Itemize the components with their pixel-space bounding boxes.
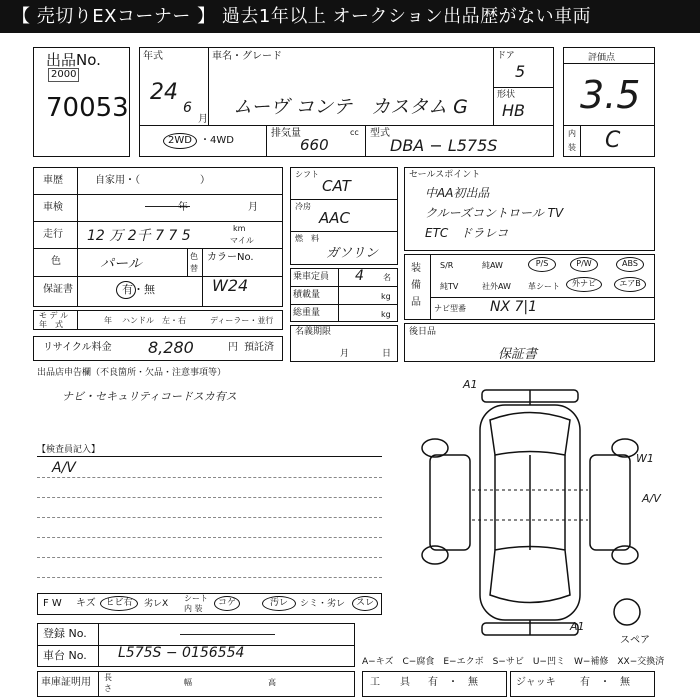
month-unit: 月: [198, 114, 208, 125]
year-label: 年式: [143, 51, 163, 62]
registration-no-label: 登録 No.: [43, 627, 87, 640]
notes-label: 出品店申告欄（不良箇所・欠品・注意事項等）: [37, 368, 227, 378]
equip-power-steering: P/S: [528, 257, 556, 272]
color-code-label: カラーNo.: [207, 252, 254, 263]
dims-width: 幅: [184, 678, 192, 687]
equip-abs: ABS: [616, 257, 644, 272]
model-year-unit: 年: [104, 316, 112, 325]
color-value: パール: [100, 256, 142, 272]
recycle-value: 8,280: [148, 338, 194, 357]
inspection-month: 月: [248, 202, 258, 213]
tools-value: 有 ・ 無: [428, 677, 478, 688]
registration-expiry-label: 名義期限: [295, 327, 332, 337]
recycle-unit: 円: [228, 342, 238, 353]
handle-side: ハンドル 左・右: [122, 316, 186, 325]
displacement-unit: cc: [350, 128, 359, 137]
gross-weight-unit: kg: [381, 310, 391, 319]
lot-year-stamp: 2000: [48, 68, 79, 82]
chassis-value: L575S − 0156554: [118, 645, 245, 661]
color-code-value: W24: [212, 276, 249, 295]
recycle-label: リサイクル料金: [43, 342, 112, 353]
shift-label: シフト: [295, 170, 319, 179]
mileage-label: 走行: [43, 229, 63, 240]
jack-label: ジャッキ: [516, 677, 556, 688]
sales-point-line-2: クルーズコントロール TV: [425, 206, 564, 220]
kizu-item-2: 劣レX: [144, 599, 169, 609]
drive-2wd-circled: 2WD: [163, 133, 197, 149]
kizu-item-1: ヒビ右: [100, 596, 138, 611]
diagram-mark-right-upper: W1: [636, 452, 654, 465]
dims-height: 高: [268, 678, 276, 687]
tools-label: 工 具: [370, 677, 410, 688]
month-value: 6: [183, 100, 192, 116]
mileage-unit-mile: マイル: [230, 236, 254, 245]
load-unit: kg: [381, 292, 391, 301]
aircon-label: 冷房: [295, 202, 311, 211]
doors-label: ドア: [497, 51, 515, 61]
equipment-label-2: 備: [411, 280, 421, 291]
seat-label-1: シート: [184, 594, 208, 603]
equip-power-window: P/W: [570, 257, 598, 272]
inspection-year: 年: [178, 202, 188, 213]
interior-label-1: 内: [568, 129, 576, 138]
accessories-value: 保証書: [498, 347, 538, 362]
year-value: 24: [150, 80, 178, 105]
equip-sunroof: S/R: [440, 261, 454, 270]
history-label: 車歴: [43, 175, 63, 186]
history-value: 自家用・（ ）: [95, 175, 210, 186]
load-label: 積載量: [293, 290, 321, 300]
body-shape-value: HB: [502, 101, 526, 120]
fw-label: F W: [43, 598, 62, 609]
score-value: 3.5: [580, 73, 641, 117]
model-year-label-2: 年 式: [39, 320, 63, 329]
navi-model-value: NX 7|1: [490, 299, 538, 315]
inspection-label: 車検: [43, 202, 63, 213]
sales-point-label: セールスポイント: [409, 170, 481, 180]
chassis-label: 車台 No.: [43, 649, 87, 662]
jack-value: 有 ・ 無: [580, 677, 630, 688]
page-banner: 【 売切りEXコーナー 】 過去1年以上 オークション出品歴がない車両: [0, 0, 700, 33]
seat-label-2: 内 装: [184, 604, 203, 613]
color-sub-1: 色: [190, 252, 198, 261]
notes-value: ナビ・セキュリティコードスカ有ス: [62, 390, 237, 403]
seat-item-5: スレ: [352, 596, 378, 611]
equip-genuine-tv: 純TV: [440, 282, 459, 291]
capacity-value: 4: [355, 268, 364, 284]
seat-item-4: シミ・劣レ: [300, 599, 346, 609]
color-label: 色: [51, 256, 61, 267]
capacity-unit: 名: [383, 273, 391, 282]
spare-label: スペア: [620, 635, 650, 646]
equip-genuine-aw: 純AW: [482, 261, 503, 270]
interior-score: C: [605, 128, 621, 153]
dims-length-1: 長: [104, 673, 112, 682]
sales-point-line-1: 中AA初出品: [425, 186, 490, 200]
lot-label: 出品No.: [46, 51, 101, 69]
warranty-label: 保証書: [43, 284, 73, 295]
dealer-import: ディーラー・並行: [210, 316, 274, 325]
aircon-value: AAC: [319, 209, 350, 227]
inspector-label: 【検査員記入】: [37, 445, 101, 455]
seat-item-3: 汚レ: [262, 596, 296, 611]
body-shape-label: 形状: [497, 90, 516, 100]
equipment-label-1: 装: [411, 263, 421, 274]
model-value: DBA − L575S: [390, 136, 498, 155]
mileage-value: 12 万 2千 7 7 5: [87, 228, 191, 244]
equip-airbag: エアB: [614, 277, 646, 292]
gross-weight-label: 総重量: [293, 308, 321, 318]
mileage-unit-km: km: [233, 224, 246, 233]
damage-legend: A−キズ C−腐食 E−エクボ S−サビ U−凹ミ W−補修 XX−交換済: [362, 657, 665, 667]
equip-aftermarket-navi: 外ナビ: [566, 277, 602, 292]
accessories-label: 後日品: [409, 327, 437, 337]
fuel-value: ガソリン: [326, 246, 379, 261]
displacement-label: 排気量: [271, 128, 301, 139]
sales-point-line-3: ETC ドラレコ: [425, 226, 509, 240]
model-year-label-1: モ デ ル: [39, 311, 69, 320]
dims-label: 車庫証明用: [41, 677, 91, 688]
lot-number: 70053: [46, 93, 129, 123]
drive-4wd: ・4WD: [200, 135, 234, 146]
score-label: 評価点: [588, 53, 616, 63]
recycle-note: 預託済: [244, 342, 274, 353]
equip-leather-seat: 革シート: [528, 282, 560, 291]
registration-expiry-month: 月: [340, 349, 350, 359]
model-label: 型式: [370, 128, 390, 139]
seat-item-1: コゲ: [214, 596, 240, 611]
shift-value: CAT: [322, 177, 351, 195]
diagram-mark-rear: A1: [570, 620, 585, 633]
carname-label: 車名・グレード: [212, 51, 282, 62]
registration-expiry-day: 日: [382, 349, 392, 359]
warranty-options: 有・無: [122, 283, 155, 296]
diagram-mark-right-lower: A/V: [642, 492, 661, 505]
doors-value: 5: [515, 62, 526, 81]
inspector-value: A/V: [52, 460, 76, 476]
color-sub-2: 替: [190, 264, 198, 273]
diagram-mark-front-left: A1: [463, 378, 478, 391]
fuel-label: 燃 料: [295, 234, 319, 243]
kizu-label: キズ: [76, 598, 96, 609]
equipment-label-3: 品: [411, 297, 421, 308]
carname-value: ムーヴ コンテ カスタム G: [233, 96, 468, 118]
dims-length-2: さ: [104, 684, 112, 693]
equip-aftermarket-aw: 社外AW: [482, 282, 511, 291]
interior-label-2: 装: [568, 143, 576, 152]
displacement-value: 660: [300, 136, 329, 154]
car-damage-diagram: [410, 380, 650, 650]
navi-model-label: ナビ型番: [434, 304, 466, 313]
capacity-label: 乗車定員: [293, 272, 330, 282]
